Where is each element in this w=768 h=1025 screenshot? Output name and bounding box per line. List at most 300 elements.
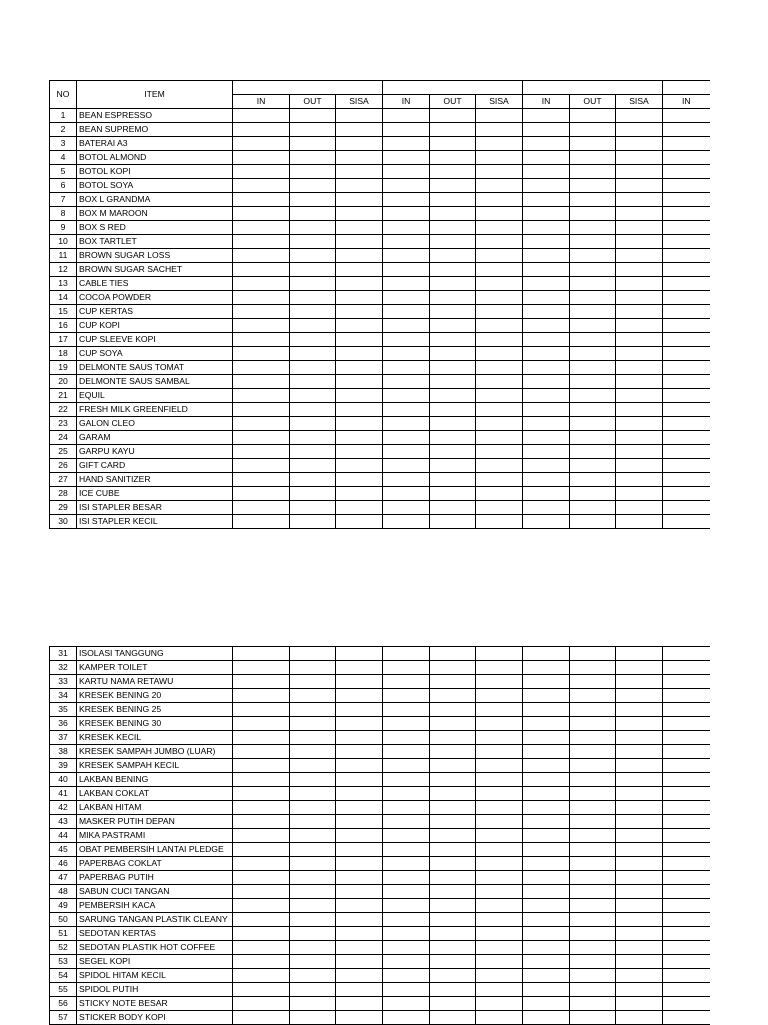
quantity-cell[interactable] <box>383 801 430 815</box>
quantity-cell[interactable] <box>570 389 616 403</box>
quantity-cell[interactable] <box>383 123 430 137</box>
quantity-cell[interactable] <box>290 1011 336 1025</box>
quantity-cell[interactable] <box>663 857 710 871</box>
quantity-cell[interactable] <box>663 137 710 151</box>
quantity-cell[interactable] <box>570 137 616 151</box>
quantity-cell[interactable] <box>663 445 710 459</box>
quantity-cell[interactable] <box>570 731 616 745</box>
quantity-cell[interactable] <box>290 151 336 165</box>
quantity-cell[interactable] <box>336 109 383 123</box>
quantity-cell[interactable] <box>616 955 663 969</box>
quantity-cell[interactable] <box>663 123 710 137</box>
quantity-cell[interactable] <box>476 319 523 333</box>
quantity-cell[interactable] <box>290 403 336 417</box>
quantity-cell[interactable] <box>336 885 383 899</box>
quantity-cell[interactable] <box>616 745 663 759</box>
quantity-cell[interactable] <box>430 389 476 403</box>
quantity-cell[interactable] <box>523 487 570 501</box>
quantity-cell[interactable] <box>476 689 523 703</box>
quantity-cell[interactable] <box>290 165 336 179</box>
quantity-cell[interactable] <box>233 843 290 857</box>
quantity-cell[interactable] <box>290 983 336 997</box>
quantity-cell[interactable] <box>570 235 616 249</box>
quantity-cell[interactable] <box>570 515 616 529</box>
quantity-cell[interactable] <box>523 969 570 983</box>
quantity-cell[interactable] <box>616 319 663 333</box>
quantity-cell[interactable] <box>616 221 663 235</box>
quantity-cell[interactable] <box>233 745 290 759</box>
quantity-cell[interactable] <box>476 291 523 305</box>
quantity-cell[interactable] <box>430 801 476 815</box>
quantity-cell[interactable] <box>663 291 710 305</box>
quantity-cell[interactable] <box>383 207 430 221</box>
quantity-cell[interactable] <box>476 885 523 899</box>
quantity-cell[interactable] <box>663 347 710 361</box>
quantity-cell[interactable] <box>336 927 383 941</box>
quantity-cell[interactable] <box>336 983 383 997</box>
quantity-cell[interactable] <box>663 717 710 731</box>
quantity-cell[interactable] <box>616 347 663 361</box>
quantity-cell[interactable] <box>233 941 290 955</box>
quantity-cell[interactable] <box>663 515 710 529</box>
quantity-cell[interactable] <box>336 745 383 759</box>
quantity-cell[interactable] <box>233 207 290 221</box>
quantity-cell[interactable] <box>663 277 710 291</box>
quantity-cell[interactable] <box>383 1011 430 1025</box>
quantity-cell[interactable] <box>290 759 336 773</box>
quantity-cell[interactable] <box>336 151 383 165</box>
quantity-cell[interactable] <box>616 473 663 487</box>
quantity-cell[interactable] <box>476 787 523 801</box>
quantity-cell[interactable] <box>290 459 336 473</box>
quantity-cell[interactable] <box>383 235 430 249</box>
quantity-cell[interactable] <box>336 389 383 403</box>
quantity-cell[interactable] <box>663 207 710 221</box>
quantity-cell[interactable] <box>336 969 383 983</box>
quantity-cell[interactable] <box>233 389 290 403</box>
quantity-cell[interactable] <box>523 473 570 487</box>
quantity-cell[interactable] <box>663 955 710 969</box>
quantity-cell[interactable] <box>570 899 616 913</box>
quantity-cell[interactable] <box>233 445 290 459</box>
quantity-cell[interactable] <box>570 487 616 501</box>
quantity-cell[interactable] <box>430 885 476 899</box>
quantity-cell[interactable] <box>616 193 663 207</box>
quantity-cell[interactable] <box>616 249 663 263</box>
quantity-cell[interactable] <box>663 235 710 249</box>
quantity-cell[interactable] <box>523 221 570 235</box>
quantity-cell[interactable] <box>383 857 430 871</box>
quantity-cell[interactable] <box>523 431 570 445</box>
quantity-cell[interactable] <box>430 459 476 473</box>
quantity-cell[interactable] <box>383 109 430 123</box>
quantity-cell[interactable] <box>336 857 383 871</box>
quantity-cell[interactable] <box>336 207 383 221</box>
quantity-cell[interactable] <box>476 487 523 501</box>
quantity-cell[interactable] <box>523 403 570 417</box>
quantity-cell[interactable] <box>616 361 663 375</box>
quantity-cell[interactable] <box>383 151 430 165</box>
quantity-cell[interactable] <box>383 417 430 431</box>
quantity-cell[interactable] <box>476 675 523 689</box>
quantity-cell[interactable] <box>290 913 336 927</box>
quantity-cell[interactable] <box>570 123 616 137</box>
quantity-cell[interactable] <box>233 717 290 731</box>
quantity-cell[interactable] <box>523 843 570 857</box>
quantity-cell[interactable] <box>663 997 710 1011</box>
quantity-cell[interactable] <box>476 389 523 403</box>
quantity-cell[interactable] <box>570 647 616 661</box>
quantity-cell[interactable] <box>663 319 710 333</box>
quantity-cell[interactable] <box>233 969 290 983</box>
quantity-cell[interactable] <box>616 731 663 745</box>
quantity-cell[interactable] <box>523 745 570 759</box>
quantity-cell[interactable] <box>290 501 336 515</box>
quantity-cell[interactable] <box>570 403 616 417</box>
quantity-cell[interactable] <box>570 319 616 333</box>
quantity-cell[interactable] <box>430 501 476 515</box>
quantity-cell[interactable] <box>233 319 290 333</box>
quantity-cell[interactable] <box>336 235 383 249</box>
quantity-cell[interactable] <box>476 193 523 207</box>
quantity-cell[interactable] <box>616 123 663 137</box>
quantity-cell[interactable] <box>336 347 383 361</box>
quantity-cell[interactable] <box>523 885 570 899</box>
quantity-cell[interactable] <box>290 871 336 885</box>
quantity-cell[interactable] <box>430 759 476 773</box>
quantity-cell[interactable] <box>616 829 663 843</box>
quantity-cell[interactable] <box>430 305 476 319</box>
quantity-cell[interactable] <box>383 675 430 689</box>
quantity-cell[interactable] <box>570 759 616 773</box>
quantity-cell[interactable] <box>430 193 476 207</box>
quantity-cell[interactable] <box>290 179 336 193</box>
quantity-cell[interactable] <box>616 787 663 801</box>
quantity-cell[interactable] <box>663 759 710 773</box>
quantity-cell[interactable] <box>383 333 430 347</box>
quantity-cell[interactable] <box>290 375 336 389</box>
quantity-cell[interactable] <box>523 997 570 1011</box>
quantity-cell[interactable] <box>430 703 476 717</box>
quantity-cell[interactable] <box>233 109 290 123</box>
quantity-cell[interactable] <box>430 717 476 731</box>
quantity-cell[interactable] <box>570 927 616 941</box>
quantity-cell[interactable] <box>233 857 290 871</box>
quantity-cell[interactable] <box>663 689 710 703</box>
quantity-cell[interactable] <box>663 193 710 207</box>
quantity-cell[interactable] <box>430 829 476 843</box>
quantity-cell[interactable] <box>430 997 476 1011</box>
quantity-cell[interactable] <box>336 661 383 675</box>
quantity-cell[interactable] <box>616 913 663 927</box>
quantity-cell[interactable] <box>290 291 336 305</box>
quantity-cell[interactable] <box>336 221 383 235</box>
quantity-cell[interactable] <box>290 885 336 899</box>
quantity-cell[interactable] <box>476 431 523 445</box>
quantity-cell[interactable] <box>523 731 570 745</box>
quantity-cell[interactable] <box>290 731 336 745</box>
quantity-cell[interactable] <box>570 801 616 815</box>
quantity-cell[interactable] <box>616 179 663 193</box>
quantity-cell[interactable] <box>430 675 476 689</box>
quantity-cell[interactable] <box>430 773 476 787</box>
quantity-cell[interactable] <box>290 137 336 151</box>
quantity-cell[interactable] <box>336 179 383 193</box>
quantity-cell[interactable] <box>336 773 383 787</box>
quantity-cell[interactable] <box>383 277 430 291</box>
quantity-cell[interactable] <box>663 109 710 123</box>
quantity-cell[interactable] <box>523 703 570 717</box>
quantity-cell[interactable] <box>233 277 290 291</box>
quantity-cell[interactable] <box>290 787 336 801</box>
quantity-cell[interactable] <box>336 703 383 717</box>
quantity-cell[interactable] <box>616 689 663 703</box>
quantity-cell[interactable] <box>570 913 616 927</box>
quantity-cell[interactable] <box>290 997 336 1011</box>
quantity-cell[interactable] <box>430 843 476 857</box>
quantity-cell[interactable] <box>570 815 616 829</box>
quantity-cell[interactable] <box>336 689 383 703</box>
quantity-cell[interactable] <box>523 647 570 661</box>
quantity-cell[interactable] <box>476 165 523 179</box>
quantity-cell[interactable] <box>616 389 663 403</box>
quantity-cell[interactable] <box>616 417 663 431</box>
quantity-cell[interactable] <box>523 689 570 703</box>
quantity-cell[interactable] <box>336 787 383 801</box>
quantity-cell[interactable] <box>290 417 336 431</box>
quantity-cell[interactable] <box>523 717 570 731</box>
quantity-cell[interactable] <box>663 151 710 165</box>
quantity-cell[interactable] <box>430 151 476 165</box>
quantity-cell[interactable] <box>570 675 616 689</box>
quantity-cell[interactable] <box>476 773 523 787</box>
quantity-cell[interactable] <box>233 403 290 417</box>
quantity-cell[interactable] <box>523 347 570 361</box>
quantity-cell[interactable] <box>476 207 523 221</box>
quantity-cell[interactable] <box>663 417 710 431</box>
quantity-cell[interactable] <box>290 319 336 333</box>
quantity-cell[interactable] <box>233 375 290 389</box>
quantity-cell[interactable] <box>476 221 523 235</box>
quantity-cell[interactable] <box>383 899 430 913</box>
quantity-cell[interactable] <box>476 927 523 941</box>
quantity-cell[interactable] <box>523 207 570 221</box>
quantity-cell[interactable] <box>570 773 616 787</box>
quantity-cell[interactable] <box>430 745 476 759</box>
quantity-cell[interactable] <box>430 431 476 445</box>
quantity-cell[interactable] <box>336 277 383 291</box>
quantity-cell[interactable] <box>290 431 336 445</box>
quantity-cell[interactable] <box>430 123 476 137</box>
quantity-cell[interactable] <box>663 941 710 955</box>
quantity-cell[interactable] <box>570 689 616 703</box>
quantity-cell[interactable] <box>616 801 663 815</box>
quantity-cell[interactable] <box>233 829 290 843</box>
quantity-cell[interactable] <box>233 137 290 151</box>
quantity-cell[interactable] <box>523 927 570 941</box>
quantity-cell[interactable] <box>430 165 476 179</box>
quantity-cell[interactable] <box>336 829 383 843</box>
quantity-cell[interactable] <box>383 165 430 179</box>
quantity-cell[interactable] <box>383 717 430 731</box>
quantity-cell[interactable] <box>570 459 616 473</box>
quantity-cell[interactable] <box>476 375 523 389</box>
quantity-cell[interactable] <box>430 417 476 431</box>
quantity-cell[interactable] <box>616 515 663 529</box>
quantity-cell[interactable] <box>430 347 476 361</box>
quantity-cell[interactable] <box>476 277 523 291</box>
quantity-cell[interactable] <box>570 375 616 389</box>
quantity-cell[interactable] <box>336 647 383 661</box>
quantity-cell[interactable] <box>336 361 383 375</box>
quantity-cell[interactable] <box>336 123 383 137</box>
quantity-cell[interactable] <box>383 319 430 333</box>
quantity-cell[interactable] <box>663 787 710 801</box>
quantity-cell[interactable] <box>383 487 430 501</box>
quantity-cell[interactable] <box>523 361 570 375</box>
quantity-cell[interactable] <box>233 235 290 249</box>
quantity-cell[interactable] <box>476 997 523 1011</box>
quantity-cell[interactable] <box>616 487 663 501</box>
quantity-cell[interactable] <box>383 403 430 417</box>
quantity-cell[interactable] <box>383 647 430 661</box>
quantity-cell[interactable] <box>616 263 663 277</box>
quantity-cell[interactable] <box>336 263 383 277</box>
quantity-cell[interactable] <box>663 403 710 417</box>
quantity-cell[interactable] <box>476 333 523 347</box>
quantity-cell[interactable] <box>663 179 710 193</box>
quantity-cell[interactable] <box>383 459 430 473</box>
quantity-cell[interactable] <box>233 193 290 207</box>
quantity-cell[interactable] <box>570 333 616 347</box>
quantity-cell[interactable] <box>570 829 616 843</box>
quantity-cell[interactable] <box>430 661 476 675</box>
quantity-cell[interactable] <box>383 249 430 263</box>
quantity-cell[interactable] <box>616 717 663 731</box>
quantity-cell[interactable] <box>523 165 570 179</box>
quantity-cell[interactable] <box>476 955 523 969</box>
quantity-cell[interactable] <box>663 1011 710 1025</box>
quantity-cell[interactable] <box>336 955 383 969</box>
quantity-cell[interactable] <box>233 801 290 815</box>
quantity-cell[interactable] <box>663 263 710 277</box>
quantity-cell[interactable] <box>663 305 710 319</box>
quantity-cell[interactable] <box>290 487 336 501</box>
quantity-cell[interactable] <box>383 997 430 1011</box>
quantity-cell[interactable] <box>523 193 570 207</box>
quantity-cell[interactable] <box>523 417 570 431</box>
quantity-cell[interactable] <box>383 983 430 997</box>
quantity-cell[interactable] <box>523 333 570 347</box>
quantity-cell[interactable] <box>663 829 710 843</box>
quantity-cell[interactable] <box>476 717 523 731</box>
quantity-cell[interactable] <box>663 473 710 487</box>
quantity-cell[interactable] <box>290 445 336 459</box>
quantity-cell[interactable] <box>523 515 570 529</box>
quantity-cell[interactable] <box>616 647 663 661</box>
quantity-cell[interactable] <box>523 445 570 459</box>
quantity-cell[interactable] <box>290 857 336 871</box>
quantity-cell[interactable] <box>476 501 523 515</box>
quantity-cell[interactable] <box>616 137 663 151</box>
quantity-cell[interactable] <box>523 319 570 333</box>
quantity-cell[interactable] <box>233 927 290 941</box>
quantity-cell[interactable] <box>430 647 476 661</box>
quantity-cell[interactable] <box>616 941 663 955</box>
quantity-cell[interactable] <box>476 445 523 459</box>
quantity-cell[interactable] <box>290 221 336 235</box>
quantity-cell[interactable] <box>663 927 710 941</box>
quantity-cell[interactable] <box>430 983 476 997</box>
quantity-cell[interactable] <box>290 927 336 941</box>
quantity-cell[interactable] <box>570 969 616 983</box>
quantity-cell[interactable] <box>336 941 383 955</box>
quantity-cell[interactable] <box>290 829 336 843</box>
quantity-cell[interactable] <box>336 291 383 305</box>
quantity-cell[interactable] <box>430 787 476 801</box>
quantity-cell[interactable] <box>233 759 290 773</box>
quantity-cell[interactable] <box>570 109 616 123</box>
quantity-cell[interactable] <box>233 885 290 899</box>
quantity-cell[interactable] <box>616 403 663 417</box>
quantity-cell[interactable] <box>383 501 430 515</box>
quantity-cell[interactable] <box>476 801 523 815</box>
quantity-cell[interactable] <box>523 801 570 815</box>
quantity-cell[interactable] <box>233 291 290 305</box>
quantity-cell[interactable] <box>290 843 336 857</box>
quantity-cell[interactable] <box>383 515 430 529</box>
quantity-cell[interactable] <box>383 955 430 969</box>
quantity-cell[interactable] <box>663 745 710 759</box>
quantity-cell[interactable] <box>616 445 663 459</box>
quantity-cell[interactable] <box>233 787 290 801</box>
quantity-cell[interactable] <box>336 871 383 885</box>
quantity-cell[interactable] <box>290 647 336 661</box>
quantity-cell[interactable] <box>523 871 570 885</box>
quantity-cell[interactable] <box>523 179 570 193</box>
quantity-cell[interactable] <box>523 235 570 249</box>
quantity-cell[interactable] <box>233 983 290 997</box>
quantity-cell[interactable] <box>430 1011 476 1025</box>
quantity-cell[interactable] <box>233 151 290 165</box>
quantity-cell[interactable] <box>663 249 710 263</box>
quantity-cell[interactable] <box>476 305 523 319</box>
quantity-cell[interactable] <box>383 193 430 207</box>
quantity-cell[interactable] <box>616 675 663 689</box>
quantity-cell[interactable] <box>290 717 336 731</box>
quantity-cell[interactable] <box>336 899 383 913</box>
quantity-cell[interactable] <box>290 249 336 263</box>
quantity-cell[interactable] <box>616 815 663 829</box>
quantity-cell[interactable] <box>233 501 290 515</box>
quantity-cell[interactable] <box>616 871 663 885</box>
quantity-cell[interactable] <box>383 179 430 193</box>
quantity-cell[interactable] <box>523 857 570 871</box>
quantity-cell[interactable] <box>476 123 523 137</box>
quantity-cell[interactable] <box>476 745 523 759</box>
quantity-cell[interactable] <box>290 207 336 221</box>
quantity-cell[interactable] <box>616 277 663 291</box>
quantity-cell[interactable] <box>430 927 476 941</box>
quantity-cell[interactable] <box>383 941 430 955</box>
quantity-cell[interactable] <box>570 193 616 207</box>
quantity-cell[interactable] <box>570 263 616 277</box>
quantity-cell[interactable] <box>616 773 663 787</box>
quantity-cell[interactable] <box>616 983 663 997</box>
quantity-cell[interactable] <box>383 661 430 675</box>
quantity-cell[interactable] <box>663 431 710 445</box>
quantity-cell[interactable] <box>383 347 430 361</box>
